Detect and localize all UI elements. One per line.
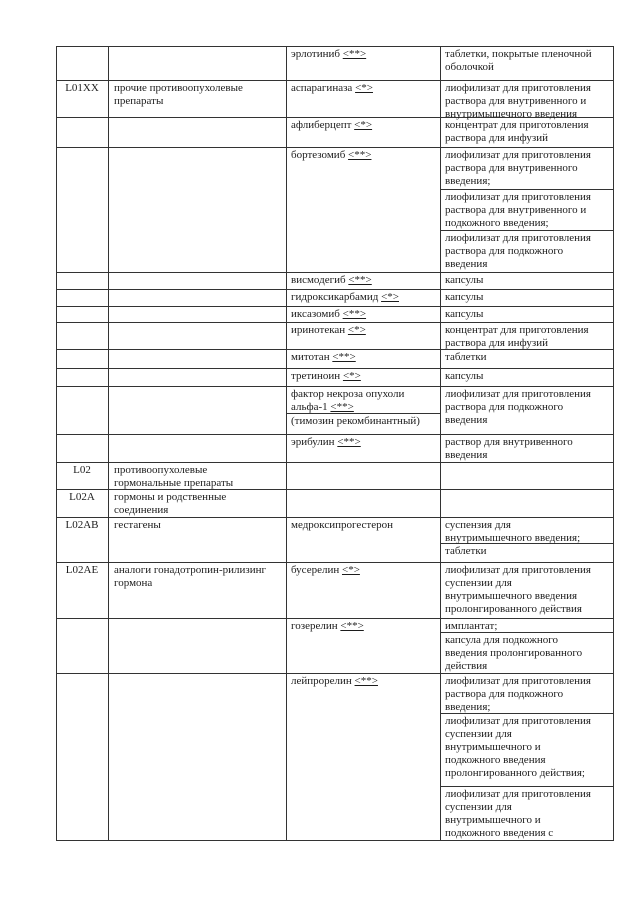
table-row-border bbox=[56, 46, 614, 47]
table-row-border bbox=[56, 434, 614, 435]
table-column-border bbox=[440, 46, 441, 840]
table-row-border bbox=[56, 322, 614, 323]
drug-name-text: митотан bbox=[291, 351, 330, 363]
table-row-border bbox=[56, 306, 614, 307]
dosage-form: лиофилизат для приготовления раствора для подкожного введения; bbox=[445, 675, 591, 713]
atc-group: гестагены bbox=[114, 519, 161, 531]
drug-name bbox=[291, 564, 437, 577]
drug-name-text: фактор некроза опухоли альфа-1 bbox=[291, 388, 405, 413]
drug-name bbox=[291, 48, 437, 61]
drug-name-extra: (тимозин рекомбинантный) bbox=[291, 415, 420, 427]
dosage-form: капсулы bbox=[445, 291, 484, 303]
drug-name-text: аспарагиназа bbox=[291, 82, 353, 94]
form-separator bbox=[440, 230, 614, 231]
atc-group: гормоны и родственные соединения bbox=[114, 491, 227, 516]
footnote-link[interactable]: <**> bbox=[354, 675, 378, 687]
footnote-link[interactable]: <**> bbox=[332, 351, 356, 363]
footnote-link[interactable]: <**> bbox=[337, 436, 361, 448]
table-row-border bbox=[56, 618, 614, 619]
table-row-border bbox=[56, 517, 614, 518]
table-row-border bbox=[56, 386, 614, 387]
drug-name-text: гидроксикарбамид bbox=[291, 291, 379, 303]
footnote-link[interactable]: <*> bbox=[341, 564, 360, 576]
table-column-border bbox=[613, 46, 614, 840]
footnote-link[interactable]: <*> bbox=[347, 324, 366, 336]
drug-name-text: афлиберцепт bbox=[291, 119, 352, 131]
drug-name-text: гозерелин bbox=[291, 620, 338, 632]
drug-name bbox=[291, 119, 437, 132]
footnote-link[interactable]: <**> bbox=[342, 308, 367, 320]
atc-code: L02 bbox=[73, 464, 91, 476]
dosage-form: лиофилизат для приготовления раствора для внутривенного введения; bbox=[445, 149, 591, 187]
table-row-border bbox=[56, 147, 614, 148]
footnote-link[interactable]: <*> bbox=[355, 82, 373, 94]
drug-name bbox=[291, 388, 437, 414]
table-column-border bbox=[108, 46, 109, 840]
table-row-border bbox=[56, 840, 614, 841]
dosage-form: имплантат; bbox=[445, 620, 498, 632]
drug-name-text: третиноин bbox=[291, 370, 341, 382]
dosage-form: концентрат для приготовления раствора для инфузий bbox=[445, 119, 589, 144]
drug-name bbox=[291, 324, 437, 337]
dosage-form: лиофилизат для приготовления раствора для подкожного введения bbox=[445, 232, 591, 270]
drug-name bbox=[291, 82, 437, 95]
table-row-border bbox=[56, 80, 614, 81]
atc-group: аналоги гонадотропин-рилизинг гормона bbox=[114, 564, 267, 589]
footnote-link[interactable]: <*> bbox=[381, 291, 399, 303]
table-column-border bbox=[286, 46, 287, 840]
drug-name bbox=[291, 370, 437, 383]
footnote-link[interactable]: <**> bbox=[348, 149, 372, 161]
dosage-form: капсулы bbox=[445, 308, 484, 320]
drug-name bbox=[291, 436, 437, 449]
drug-name bbox=[291, 274, 437, 287]
dosage-form: капсула для подкожного введения пролонгированного действия bbox=[445, 634, 583, 672]
table-column-border bbox=[56, 46, 57, 840]
dosage-form: концентрат для приготовления раствора для инфузий bbox=[445, 324, 589, 349]
footnote-link[interactable]: <**> bbox=[342, 48, 367, 60]
drug-name bbox=[291, 675, 437, 688]
dosage-form: таблетки bbox=[445, 351, 487, 363]
drug-name bbox=[291, 308, 437, 321]
atc-group: противоопухолевые гормональные препараты bbox=[114, 464, 234, 489]
drug-name-text: бусерелин bbox=[291, 564, 340, 576]
footnote-link[interactable]: <*> bbox=[342, 370, 361, 382]
drug-name-text: эрибулин bbox=[291, 436, 335, 448]
table-row-border bbox=[56, 562, 614, 563]
dosage-form: лиофилизат для приготовления раствора для внутривенного и подкожного введения; bbox=[445, 191, 591, 229]
drug-name bbox=[291, 519, 437, 532]
footnote-link[interactable]: <*> bbox=[354, 119, 373, 131]
footnote-link[interactable]: <**> bbox=[330, 401, 354, 413]
dosage-form: раствор для внутривенного введения bbox=[445, 436, 573, 461]
dosage-form: лиофилизат для приготовления раствора для подкожного введения bbox=[445, 388, 591, 426]
dosage-form: лиофилизат для приготовления суспензии для внутримышечного и подкожного введения пролонгированного действия; bbox=[445, 715, 591, 779]
dosage-form: капсулы bbox=[445, 370, 484, 382]
atc-code: L02AB bbox=[65, 519, 99, 531]
drug-name bbox=[291, 351, 437, 364]
drug-name bbox=[291, 620, 437, 633]
table-row-border bbox=[56, 673, 614, 674]
drug-name-text: эрлотиниб bbox=[291, 48, 340, 60]
table-row-border bbox=[56, 272, 614, 273]
dosage-form: таблетки, покрытые пленочной оболочкой bbox=[445, 48, 592, 73]
drug-name-text: иксазомиб bbox=[291, 308, 340, 320]
form-separator bbox=[440, 786, 614, 787]
atc-code: L01XX bbox=[65, 82, 99, 94]
table-row-border bbox=[56, 462, 614, 463]
drug-name-text: бортезомиб bbox=[291, 149, 346, 161]
table-row-border bbox=[56, 368, 614, 369]
drug-name-text: медроксипрогестерон bbox=[291, 519, 394, 531]
table-row-border bbox=[56, 289, 614, 290]
dosage-form: лиофилизат для приготовления суспензии для внутримышечного введения пролонгированного действия bbox=[445, 564, 591, 615]
atc-code: L02A bbox=[69, 491, 95, 503]
atc-code: L02AE bbox=[65, 564, 99, 576]
dosage-form: лиофилизат для приготовления суспензии для внутримышечного и подкожного введения с bbox=[445, 788, 591, 839]
footnote-link[interactable]: <**> bbox=[340, 620, 364, 632]
drug-name bbox=[291, 149, 437, 162]
drug-name-text: лейпрорелин bbox=[291, 675, 352, 687]
dosage-form: суспензия для внутримышечного введения; bbox=[445, 519, 581, 544]
drug-name-text: висмодегиб bbox=[291, 274, 346, 286]
atc-group: прочие противоопухолевые препараты bbox=[114, 82, 243, 107]
drug-name bbox=[291, 291, 437, 304]
drug-name-text: иринотекан bbox=[291, 324, 346, 336]
form-separator bbox=[440, 189, 614, 190]
footnote-link[interactable]: <**> bbox=[348, 274, 372, 286]
dosage-form: капсулы bbox=[445, 274, 484, 286]
dosage-form: таблетки bbox=[445, 545, 487, 557]
dosage-form: лиофилизат для приготовления раствора для внутривенного и внутримышечного введения bbox=[445, 82, 591, 120]
